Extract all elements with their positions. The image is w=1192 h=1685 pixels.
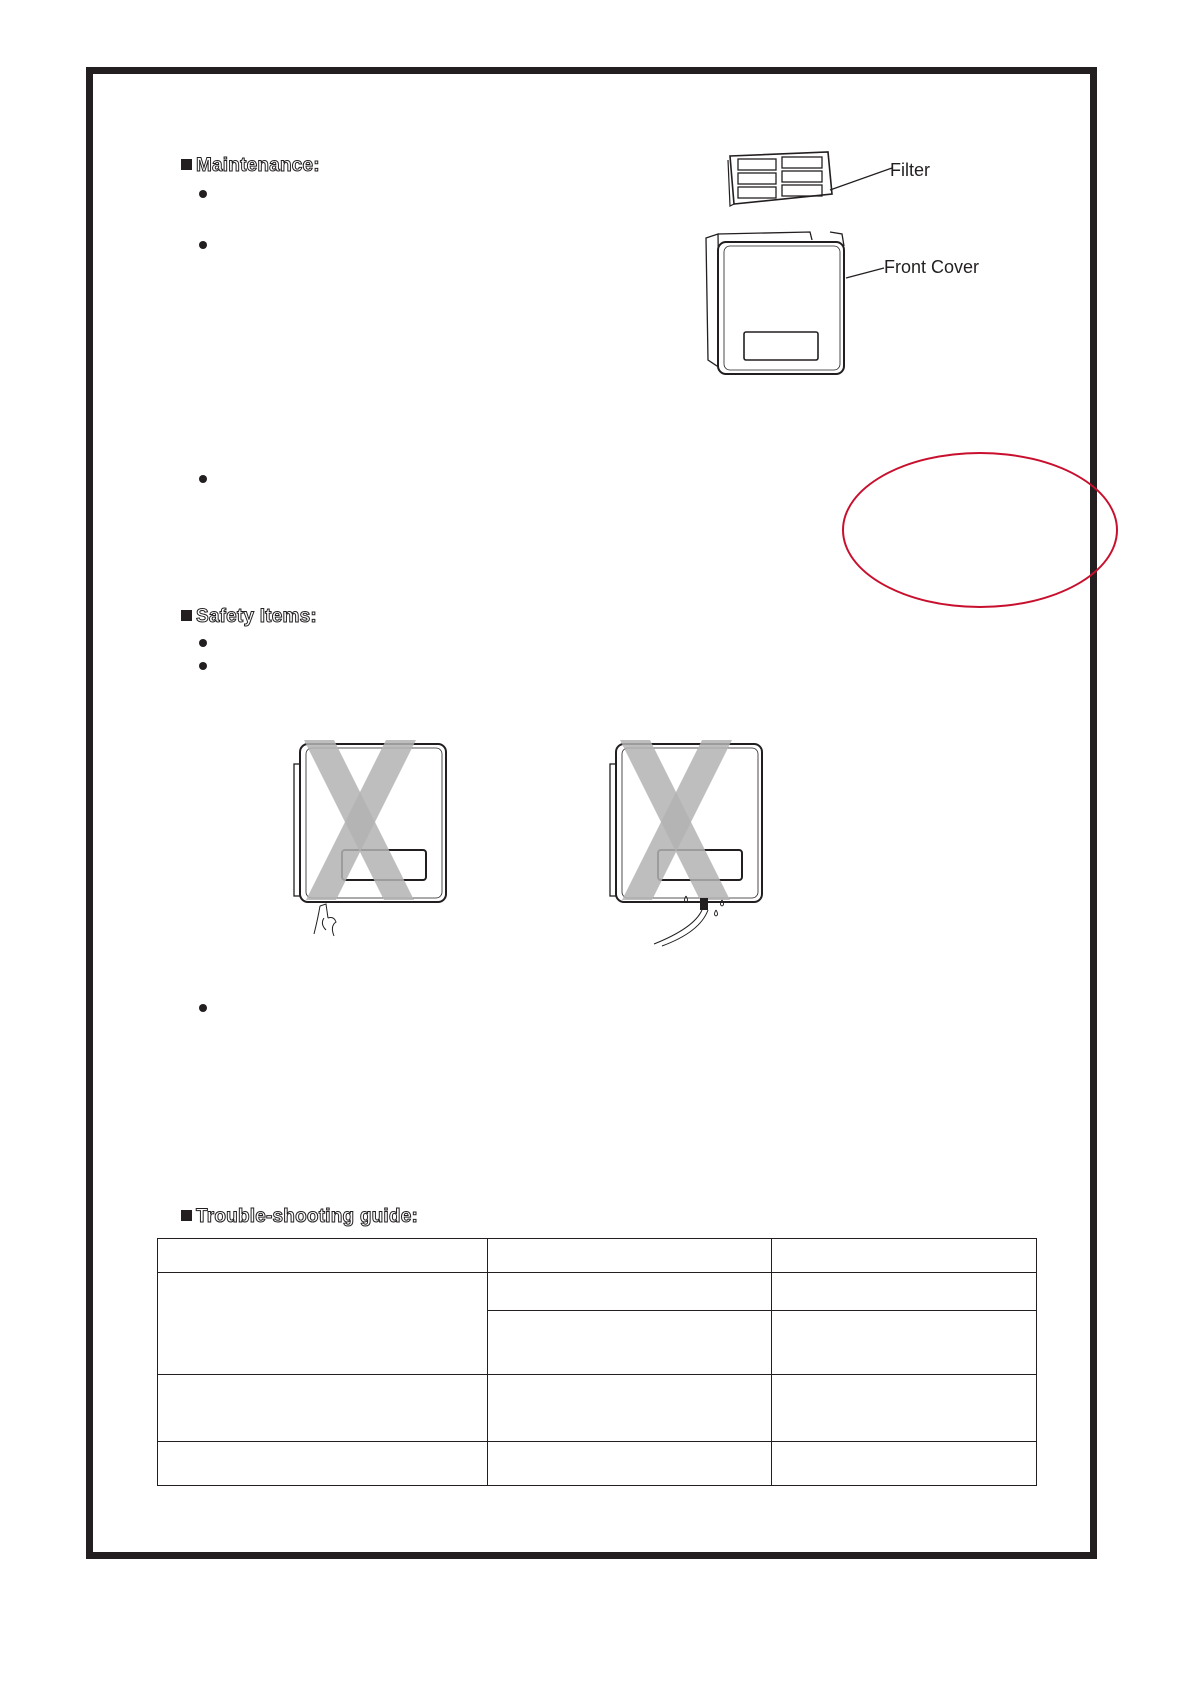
- filter-illustration: [720, 148, 900, 218]
- table-cell: [772, 1311, 1037, 1375]
- table-cell: [487, 1442, 772, 1486]
- troubleshooting-table: [157, 1238, 1037, 1486]
- highlight-ring: [842, 452, 1118, 608]
- bullet-point: [199, 639, 207, 647]
- table-cell: [487, 1375, 772, 1442]
- heading-text: Trouble-shooting guide:: [196, 1206, 419, 1227]
- filter-label: Filter: [890, 160, 930, 180]
- section-heading-safety: [181, 606, 317, 628]
- heading-square-icon: [181, 159, 192, 170]
- table-row: [158, 1273, 1037, 1311]
- table-cell: [158, 1442, 488, 1486]
- bullet-point: [199, 475, 207, 483]
- table-cell: [772, 1273, 1037, 1311]
- heading-square-icon: [181, 1210, 192, 1221]
- front-cover-illustration: [700, 228, 890, 388]
- table-cell: [772, 1375, 1037, 1442]
- table-cell: [772, 1442, 1037, 1486]
- table-cell: [158, 1375, 488, 1442]
- table-cell: [772, 1239, 1037, 1273]
- table-cell: [487, 1273, 772, 1311]
- heading-text: Maintenance:: [196, 155, 320, 176]
- heading-text: Safety Items:: [196, 606, 317, 627]
- table-header-row: [158, 1239, 1037, 1273]
- no-touch-warning-illustration: [290, 738, 470, 948]
- table-cell: [487, 1311, 772, 1375]
- table-cell: [158, 1273, 488, 1375]
- front-cover-label: Front Cover: [884, 257, 980, 277]
- section-heading-maintenance: [181, 155, 320, 177]
- bullet-point: [199, 241, 207, 249]
- bullet-point: [199, 1004, 207, 1012]
- table-cell: [487, 1239, 772, 1273]
- table-row: [158, 1442, 1037, 1486]
- no-water-warning-illustration: [606, 738, 786, 948]
- section-heading-troubleshooting: [181, 1206, 418, 1228]
- table-row: [158, 1375, 1037, 1442]
- table-cell: [158, 1239, 488, 1273]
- heading-square-icon: [181, 610, 192, 621]
- bullet-point: [199, 662, 207, 670]
- bullet-point: [199, 190, 207, 198]
